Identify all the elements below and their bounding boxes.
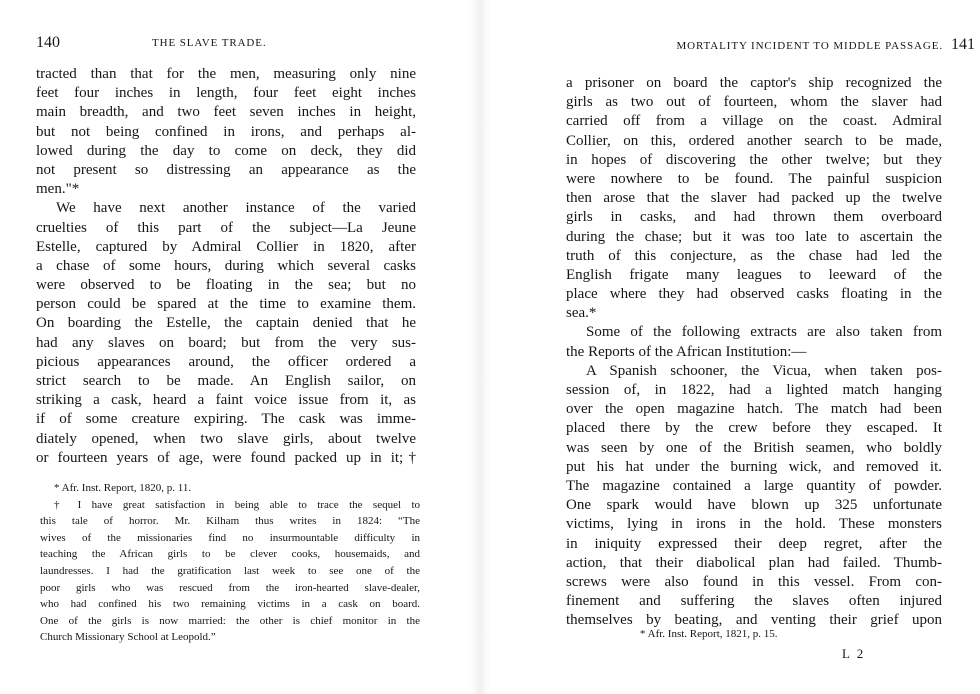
body-line: were observed to be floating in the sea; but no (36, 277, 416, 294)
footnote-line: * Afr. Inst. Report, 1820, p. 11. (54, 482, 192, 494)
left-body-text (36, 65, 416, 468)
right-page-number: 141 (951, 36, 975, 53)
body-line: if of some creature expiring. The cask was imme- (36, 411, 416, 428)
body-line: On boarding the Estelle, the captain denied that he (36, 315, 416, 332)
body-line: men."* (36, 181, 80, 198)
body-line: We have next another instance of the varied (56, 200, 416, 217)
footnote-line: this tale of horror. Mr. Kilham thus writes in 1824: “The (40, 515, 420, 528)
body-line: person could be spared at the time to examine them. (36, 296, 416, 313)
footnote-line: teaching the African girls to be clever cooks, housemaids, and (40, 548, 420, 561)
right-footnote: * Afr. Inst. Report, 1821, p. 15. (640, 628, 778, 640)
body-line: feet four inches in length, four feet eight inches (36, 85, 416, 102)
body-line: the Reports of the African Institution:— (566, 343, 807, 360)
footnote-line: † I have great satisfaction in being able to trace the sequel to (54, 498, 420, 511)
body-line: picious appearances around, the officer ordered a (36, 353, 416, 370)
body-line: over the open magazine hatch. The match had been (566, 401, 942, 418)
footnote-line: poor girls who was rescued from the iron-hearted slave-dealer, (40, 581, 420, 594)
right-page (490, 0, 980, 694)
body-line: but not being confined in irons, and perhaps al- (36, 123, 416, 140)
left-running-head (36, 34, 426, 54)
left-running-title: THE SLAVE TRADE. (152, 37, 267, 49)
right-running-head (600, 34, 975, 54)
body-line: diately opened, when two slave girls, about twelve (36, 430, 416, 447)
footnote-line: who had confined his two remaining victims in a cask on board. (40, 598, 420, 611)
body-line: victims, lying in irons in the hold. These monsters (566, 516, 942, 533)
body-line: a chase of some hours, during which several casks (36, 257, 416, 274)
left-footnotes (40, 480, 420, 646)
body-line: cruelties of this part of the subject—La Jeune (36, 219, 416, 236)
body-line: during the chase; but it was too late to ascertain the (566, 228, 942, 245)
body-line: sea.* (566, 305, 597, 322)
body-line: finement and suffering the slaves often injured (566, 593, 942, 610)
body-line: placed there by the crew before they escaped. It (566, 420, 942, 437)
body-line: then arose that the slaver had packed up the twelve (566, 190, 942, 207)
right-body-text (566, 74, 942, 630)
body-line: session of, in 1822, had a lighted match hanging (566, 382, 942, 398)
body-line: English frigate many leagues to leeward of the (566, 266, 942, 283)
body-line: carried off from a village on the coast. Admiral (566, 113, 942, 130)
body-line: put his hat under the burning wick, and removed it. (566, 458, 942, 475)
body-line: main breadth, and two feet seven inches in height, (36, 104, 416, 121)
body-line: truth of this conjecture, as the chase had led the (566, 247, 942, 264)
footnote-line: One of the girls is now married: the other is chief monitor in the (40, 614, 420, 627)
body-line: girls in casks, and had thrown them overboard (566, 209, 942, 226)
body-line: not present so distressing an appearance as the (36, 161, 416, 178)
body-line: A Spanish schooner, the Vicua, when taken pos- (586, 362, 942, 379)
footnote-line: wives of the missionaries find no insurmountable difficulty in (40, 531, 420, 544)
body-line: had any slaves on board; but from the very sus- (36, 334, 416, 351)
book-gutter (470, 0, 490, 694)
body-line: action, that their diabolical plan had failed. Thumb- (566, 554, 942, 571)
body-line: Some of the following extracts are also taken from (586, 324, 942, 341)
left-page (0, 0, 470, 694)
right-running-title: MORTALITY INCIDENT TO MIDDLE PASSAGE. (676, 40, 943, 52)
body-line: One spark would have blown up 325 unfortunate (566, 497, 942, 514)
left-page-number: 140 (36, 34, 60, 51)
body-line: tracted than that for the men, measuring only nine (36, 66, 416, 82)
body-line: lowed during the day to come on deck, they did (36, 142, 416, 159)
body-line: Estelle, captured by Admiral Collier in 1820, after (36, 238, 416, 255)
body-line: strict search to be made. An English sailor, on (36, 373, 416, 389)
body-line: place where they had observed casks floating in the (566, 286, 942, 303)
body-line: in iniquity expressed their deep regret, after the (566, 535, 942, 552)
footnote-line: laundresses. I had the gratification last week to see one of the (40, 564, 420, 577)
body-line: or fourteen years of age, were found packed up in it;† (36, 449, 416, 466)
footnote-line: Church Missionary School at Leopold.” (40, 631, 216, 644)
body-line: The magazine contained a large quantity of powder. (566, 477, 942, 494)
body-line: were nowhere to be found. The painful suspicion (566, 170, 942, 187)
signature-mark: L 2 (842, 646, 866, 661)
body-line: was seen by one of the British seamen, who boldly (566, 439, 942, 456)
body-line: girls as two out of fourteen, whom the slaver had (566, 94, 942, 111)
body-line: Collier, on this, ordered another search to be made, (566, 132, 942, 149)
body-line: a prisoner on board the captor's ship recognized the (566, 75, 942, 91)
body-line: screws were also found in this vessel. From con- (566, 573, 942, 590)
body-line: in hopes of discovering the other twelve; but they (566, 151, 942, 168)
body-line: themselves by beating, and venting their grief upon (566, 612, 942, 629)
body-line: striking a cask, heard a faint voice issue from it, as (36, 392, 416, 409)
